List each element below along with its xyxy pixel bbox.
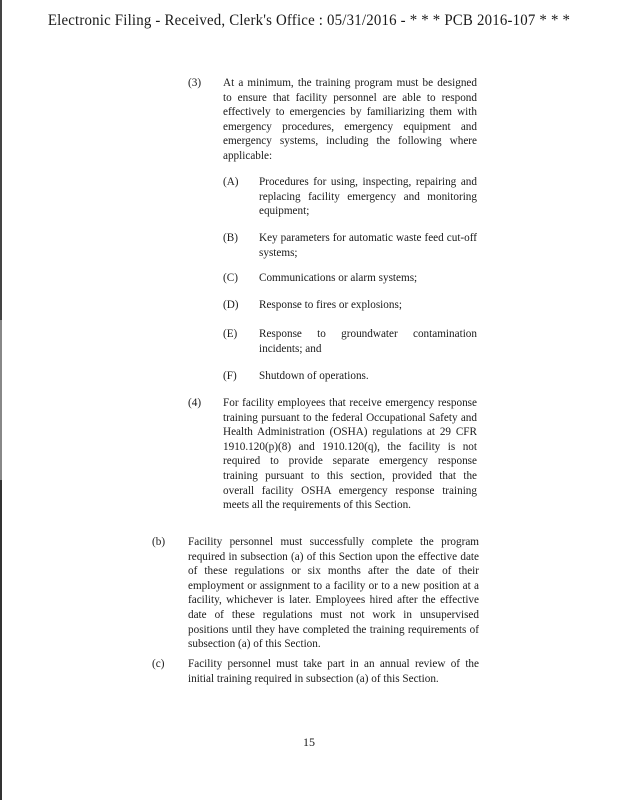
item-e-label: (E) <box>223 328 238 340</box>
page-number: 15 <box>303 735 315 749</box>
section-b-label: (b) <box>152 536 166 548</box>
item-e-text: Response to groundwater contamination incidents; and <box>259 328 477 355</box>
section-4-text: For facility employees that receive emergency response training pursuant to the federal Occupational Safety and Health Administration (OSHA) regulations at 29 CFR 1910.120(p)(8) and 1910.120(q), the facility is not required to provide separate emergency response training pursuant to this section, provided that the overall facility OSHA emergency response training meets all the requirements of this Section. <box>223 397 477 512</box>
item-d-label: (D) <box>223 299 239 311</box>
item-f-label: (F) <box>223 370 237 382</box>
section-b-text: Facility personnel must successfully complete the program required in subsection (a) of this Section upon the effective date of these regulations or six months after the date of their employment or assignment to a facility or to a new position at a facility, whichever is later. Employees hired after the effective date of these regulations must not work in unsupervised positions until they have completed the training requirements of subsection (a) of this Section. <box>188 536 479 651</box>
item-c-label: (C) <box>223 272 238 284</box>
item-a-text: Procedures for using, inspecting, repairing and replacing facility emergency and monitoring equipment; <box>259 176 477 218</box>
section-3-label: (3) <box>188 77 202 89</box>
section-4-label: (4) <box>188 397 202 409</box>
item-a-label: (A) <box>223 176 239 188</box>
item-b-text: Key parameters for automatic waste feed cut-off systems; <box>259 232 477 259</box>
item-d-text: Response to fires or explosions; <box>259 299 402 311</box>
section-3-text: At a minimum, the training program must be designed to ensure that facility personnel are able to respond effectively to emergencies by familiarizing them with emergency procedures, emergency equipment and emergency systems, including the following where applicable: <box>223 77 477 162</box>
scan-edge <box>0 0 2 800</box>
filing-stamp-header: Electronic Filing - Received, Clerk's Office : 05/31/2016 - * * * PCB 2016-107 * * * <box>47 12 571 29</box>
section-c-label: (c) <box>152 658 165 670</box>
section-c-text: Facility personnel must take part in an annual review of the initial training required in subsection (a) of this Section. <box>188 658 479 685</box>
item-c-text: Communications or alarm systems; <box>259 272 418 284</box>
item-f-text: Shutdown of operations. <box>259 370 369 382</box>
item-b-label: (B) <box>223 232 238 244</box>
